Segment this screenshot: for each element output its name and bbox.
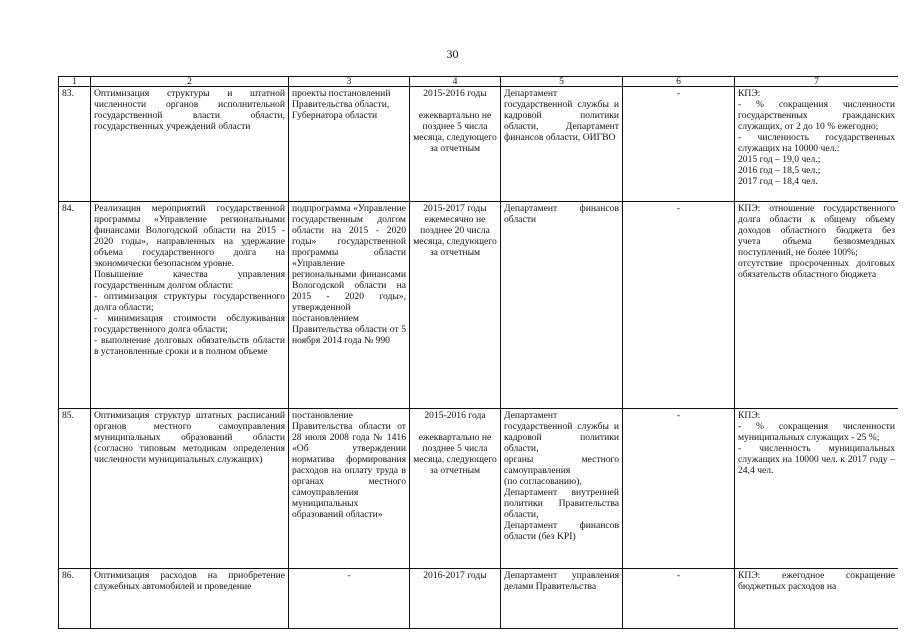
executor-text: (по согласованию), — [504, 476, 582, 487]
basis-text: - — [347, 570, 351, 581]
indicator-line: КПЭ: ежегодное сокращение бюджетных расходов на — [738, 570, 895, 592]
indicators-cell — [735, 87, 899, 202]
col6-cell: - — [623, 87, 735, 202]
indicator-line: - численность государственных служащих на 10000 чел.: — [738, 132, 895, 154]
header-cell: 4 — [410, 77, 501, 87]
executor-text: Департамент финансов области — [504, 203, 619, 225]
term-reporting: ежеквартально не позднее 5 числа месяца, следующего за отчетным — [413, 110, 497, 154]
row-number: 84. — [59, 202, 91, 409]
term-years: 2015-2016 годы — [423, 88, 487, 99]
term-years: 2015-2017 годы — [423, 203, 487, 214]
table-row — [59, 409, 899, 569]
term-reporting: ежеквартально не позднее 5 числа месяца, следующего за отчетным — [413, 432, 497, 476]
basis-cell — [289, 202, 410, 409]
measure-text: - оптимизация структуры государственного долга области; — [94, 291, 285, 313]
executor-text: Департамент управления делами Правительства — [504, 570, 619, 592]
executor-text: Департамент финансов области (без KPI) — [504, 520, 619, 542]
indicator-line: КПЭ: отношение государственного долга области к общему объему доходов областного бюджета без учета объема безвозмездных поступлений, не более 100%; — [738, 203, 895, 258]
measure-cell — [91, 409, 289, 569]
indicator-line: КПЭ: — [738, 88, 761, 99]
indicators-cell — [735, 569, 899, 629]
col6-cell: - — [623, 202, 735, 409]
basis-cell — [289, 87, 410, 202]
basis-text: подпрограмма «Управление государственным долгом области на 2015 - 2020 годы» государственной программы области «Управление региональными финансами Вологодской области на 2015 - 2020 годы», утвержденной постановлением Правительства области от 5 ноября 2014 года № 990 — [292, 203, 406, 346]
executor-cell — [501, 87, 623, 202]
measure-text: Оптимизация структур штатных расписаний органов местного самоуправления муниципальных образований области (согласно типовым методикам определения численности муниципальных служащих) — [94, 410, 285, 465]
table-row — [59, 569, 899, 629]
indicator-line: 2016 год – 18,5 чел.; — [738, 165, 821, 176]
header-cell: 2 — [91, 77, 289, 87]
indicator-line: 2017 год – 18,4 чел. — [738, 176, 818, 187]
measure-text: - минимизация стоимости обслуживания государственного долга области; — [94, 313, 285, 335]
header-row — [59, 77, 899, 87]
table-row — [59, 87, 899, 202]
row-number: 86. — [59, 569, 91, 629]
header-cell: 7 — [735, 77, 899, 87]
executor-cell — [501, 409, 623, 569]
measure-text: Реализация мероприятий государственной программы «Управление региональными финансами Вологодской области на 2015 - 2020 годы», направленных на удержание объема государственного долга на экономически безопасном уровне. — [94, 203, 285, 269]
page-number: 30 — [446, 47, 459, 61]
measure-cell — [91, 569, 289, 629]
measure-cell — [91, 87, 289, 202]
executor-text: Департамент государственной службы и кадровой политики области, Департамент финансов области, ОИГВО — [504, 88, 619, 143]
row-number: 85. — [59, 409, 91, 569]
term-cell — [410, 87, 501, 202]
term-reporting: ежемесячно не позднее 20 числа месяца, следующего за отчетным — [413, 214, 497, 258]
executor-cell — [501, 202, 623, 409]
indicator-line: - % сокращения численности государственных гражданских служащих, от 2 до 10 % ежегодно; — [738, 99, 895, 132]
measure-text: Оптимизация структуры и штатной численности органов исполнительной государственной власти области, государственных учреждений области — [94, 88, 285, 132]
indicator-line: КПЭ: — [738, 410, 761, 421]
basis-text: проекты постановлений Правительства области, Губернатора области — [292, 88, 391, 121]
measure-text: - выполнение долговых обязательств области в установленные сроки и в полном объеме — [94, 335, 285, 357]
term-years: 2015-2016 года — [424, 410, 486, 421]
measures-table — [58, 76, 898, 629]
executor-text: органы местного самоуправления — [504, 454, 619, 476]
indicator-line: 2015 год – 19,0 чел.; — [738, 154, 821, 165]
indicator-line: - % сокращения численности муниципальных служащих - 25 %; — [738, 421, 895, 443]
executor-text: Департамент государственной службы и кадровой политики области, — [504, 410, 619, 454]
indicators-cell — [735, 202, 899, 409]
header-cell: 1 — [59, 77, 91, 87]
basis-cell — [289, 569, 410, 629]
term-cell — [410, 202, 501, 409]
measure-text: Оптимизация расходов на приобретение служебных автомобилей и проведение — [94, 570, 285, 592]
table-row — [59, 202, 899, 409]
header-cell: 3 — [289, 77, 410, 87]
indicator-line: - численность муниципальных служащих на 10000 чел. к 2017 году – 24,4 чел. — [738, 443, 895, 476]
executor-cell — [501, 569, 623, 629]
col6-cell: - — [623, 569, 735, 629]
executor-text: Департамент внутренней политики Правительства области, — [504, 487, 619, 520]
row-number: 83. — [59, 87, 91, 202]
measure-cell — [91, 202, 289, 409]
indicators-cell — [735, 409, 899, 569]
basis-text: постановление Правительства области от 28 июля 2008 года № 1416 «Об утверждении норматива формирования расходов на оплату труда в органах местного самоуправления муниципальных образований области» — [292, 410, 406, 520]
term-years: 2016-2017 годы — [423, 570, 487, 581]
term-cell — [410, 409, 501, 569]
term-cell — [410, 569, 501, 629]
col6-cell: - — [623, 409, 735, 569]
basis-cell — [289, 409, 410, 569]
indicator-line: отсутствие просроченных долговых обязательств областного бюджета — [738, 258, 895, 280]
header-cell: 5 — [501, 77, 623, 87]
document-sheet — [58, 76, 898, 640]
header-cell: 6 — [623, 77, 735, 87]
measure-text: Повышение качества управления государственным долгом области: — [94, 269, 285, 291]
